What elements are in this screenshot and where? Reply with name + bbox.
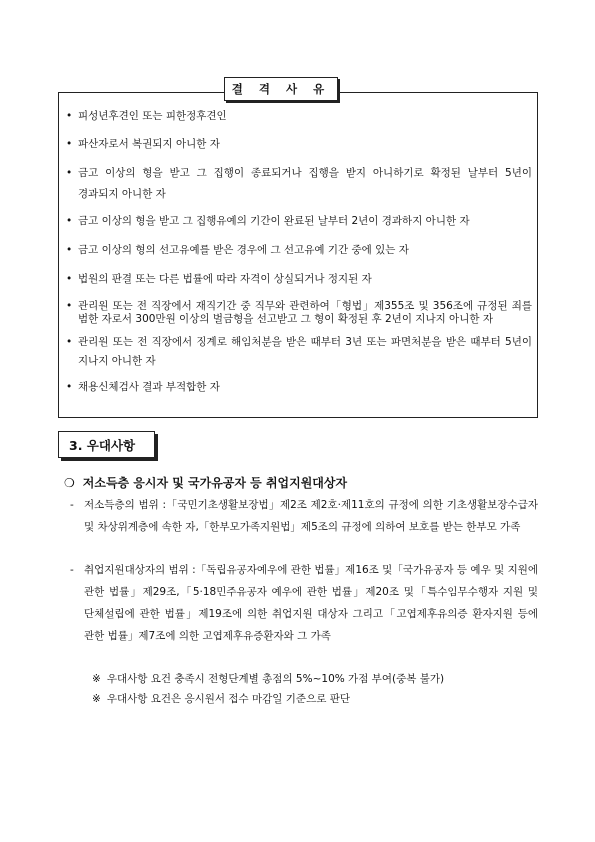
- bullet-icon: •: [66, 336, 73, 348]
- list-item: • 관리원 또는 전 직장에서 재직기간 중 직무와 관련하여「형법」제355조 및 356조에 규정된 죄를 범한 자로서 300만원 이상의 벌금형을 선고받고 그 형이 확정된 후 2년이 지나지 아니한 자: [66, 300, 532, 325]
- reference-mark-icon: ※: [92, 693, 101, 705]
- bullet-icon: •: [66, 215, 73, 227]
- paragraph-employment-support: - 취업지원대상자의 범위 :「독립유공자예우에 관한 법률」제16조 및「국가유공자 등 예우 및 지원에 관한 법률」제29조,「5·18민주유공자 예우에 관한 법률」제20조 및「특수임무수행자 지원 및 단체설립에 관한 법률」제19조에 의한 취업지원 대상자 그리고「고엽제후유의증 환자지원 등에 관한 법률」제7조에 의한 고엽제후유증환자와 그 가족: [84, 559, 538, 647]
- dash-bullet: -: [70, 564, 74, 576]
- disqualification-list: [66, 108, 532, 396]
- list-item: • 금고 이상의 형을 받고 그 집행유예의 기간이 완료된 날부터 2년이 경과하지 아니한 자: [66, 213, 532, 230]
- note-item: ※ 우대사항 요건은 응시원서 접수 마감일 기준으로 판단: [92, 693, 350, 705]
- note-item: ※ 우대사항 요건 충족시 전형단계별 총점의 5%~10% 가점 부여(중복 불가): [92, 673, 445, 685]
- circle-bullet-icon: ❍: [64, 476, 75, 490]
- bullet-icon: •: [66, 273, 73, 285]
- bullet-icon: •: [66, 244, 73, 256]
- bullet-icon: •: [66, 167, 73, 179]
- list-item: • 관리원 또는 전 직장에서 징계로 해임처분을 받은 때부터 3년 또는 파면처분을 받은 때부터 5년이 지나지 아니한 자: [66, 333, 532, 371]
- list-item: • 파산자로서 복권되지 아니한 자: [66, 136, 532, 153]
- sub-heading: ❍ 저소득층 응시자 및 국가유공자 등 취업지원대상자: [64, 476, 348, 490]
- dash-bullet: -: [70, 499, 74, 511]
- reference-mark-icon: ※: [92, 673, 101, 685]
- bullet-icon: •: [66, 110, 73, 122]
- section-heading: 3. 우대사항: [58, 431, 155, 458]
- bullet-icon: •: [66, 138, 73, 150]
- list-item: • 채용신체검사 결과 부적합한 자: [66, 379, 532, 396]
- list-item: • 법원의 판결 또는 다른 법률에 따라 자격이 상실되거나 정지된 자: [66, 271, 532, 288]
- paragraph-low-income: - 저소득층의 범위 :「국민기초생활보장법」제2조 제2호·제11호의 규정에 의한 기초생활보장수급자 및 차상위계층에 속한 자,「한부모가족지원법」제5조의 규정에 의하여 보호를 받는 한부모 가족: [84, 494, 538, 538]
- disqualification-title: 결 격 사 유: [224, 77, 338, 101]
- list-item: • 피성년후견인 또는 피한정후견인: [66, 108, 532, 125]
- bullet-icon: •: [66, 300, 73, 312]
- list-item: • 금고 이상의 형을 받고 그 집행이 종료되거나 집행을 받지 아니하기로 확정된 날부터 5년이 경과되지 아니한 자: [66, 163, 532, 205]
- bullet-icon: •: [66, 381, 73, 393]
- list-item: • 금고 이상의 형의 선고유예를 받은 경우에 그 선고유예 기간 중에 있는 자: [66, 242, 532, 259]
